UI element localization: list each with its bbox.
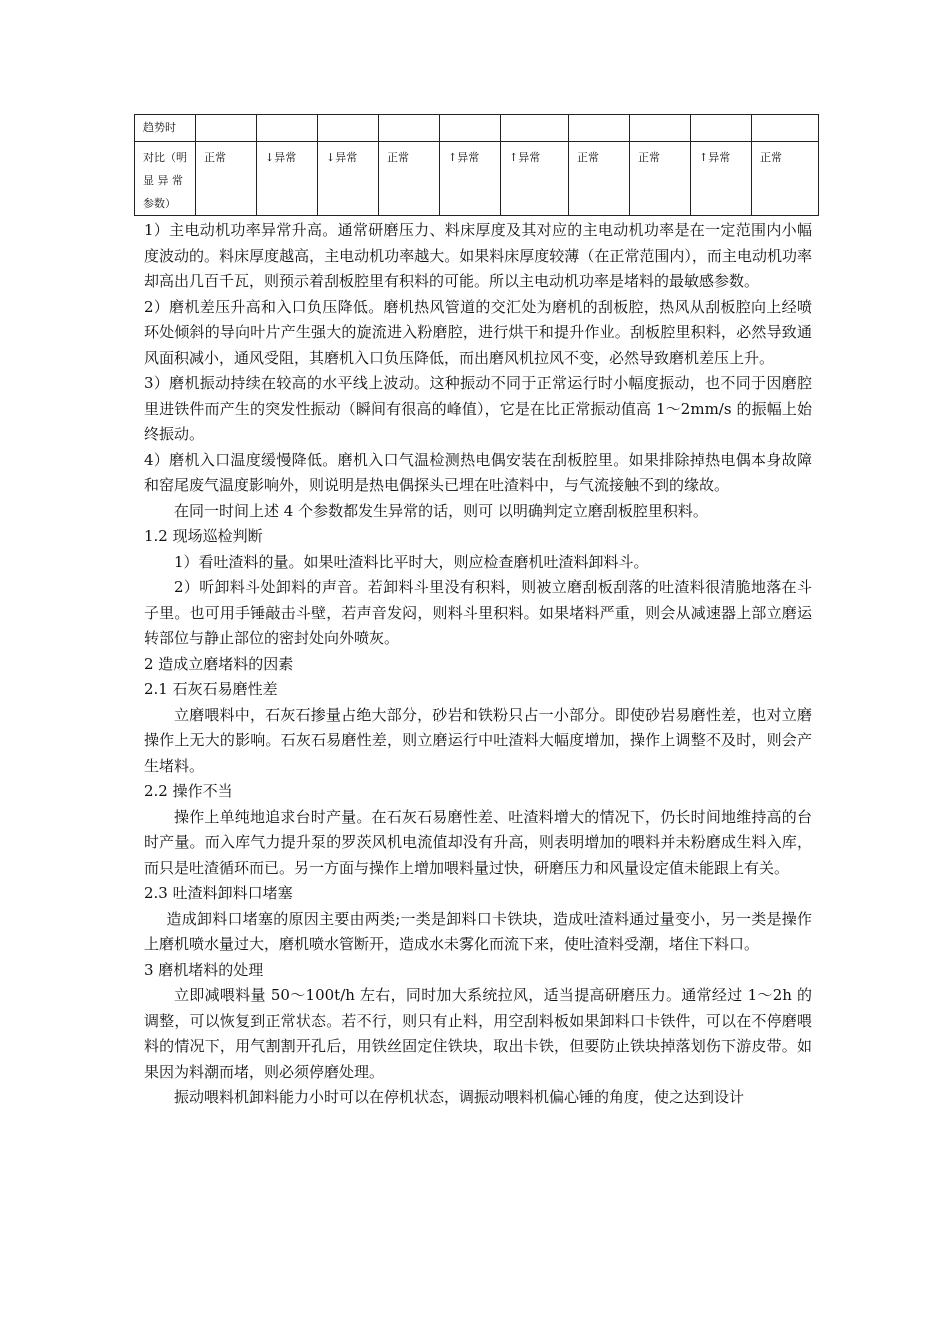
table-cell <box>196 115 257 142</box>
paragraph: 4）磨机入口温度缓慢降低。磨机入口气温检测热电偶安装在刮板腔里。如果排除掉热电偶本身故障和窑尾废气温度影响外，则说明是热电偶探头已埋在吐渣料中，与气流接触不到的缘故。 <box>144 450 812 494</box>
table-row <box>135 115 819 142</box>
table-cell <box>630 115 691 142</box>
table-cell-label: 趋势时 <box>135 115 196 142</box>
table-cell <box>691 115 752 142</box>
table-cell <box>569 115 630 142</box>
table-cell <box>440 115 501 142</box>
paragraph: 立即减喂料量 50～100t/h 左右，同时加大系统拉风，适当提高研磨压力。通常经过 1～2h 的调整，可以恢复到正常状态。若不行，则只有止料，用空刮料板如果卸料口卡铁件，可以在不停磨喂料的情况下，用气割割开孔后，用铁丝固定住铁块，取出卡铁，但要防止铁块掉落划伤下游皮带。如果因为料潮而堵，则必须停磨处理。 <box>144 986 812 1081</box>
table-cell <box>318 115 379 142</box>
table-cell: 正常 <box>196 142 257 216</box>
section-heading: 1.2 现场巡检判断 <box>144 527 263 545</box>
paragraph: 3）磨机振动持续在较高的水平线上波动。这种振动不同于正常运行时小幅度振动，也不同于因磨腔里进铁件而产生的突发性振动（瞬间有很高的峰值），它是在比正常振动值高 1～2mm/s 的振幅上始终振动。 <box>144 374 812 443</box>
table-cell: ↑异常 <box>501 142 569 216</box>
paragraph: 操作上单纯地追求台时产量。在石灰石易磨性差、吐渣料增大的情况下，仍长时间地维持高的台时产量。而入库气力提升泵的罗茨风机电流值却没有升高，则表明增加的喂料并未粉磨成生料入库，而只是吐渣循环而已。另一方面与操作上增加喂料量过快，研磨压力和风量设定值未能跟上有关。 <box>144 807 812 877</box>
table-cell: ↓异常 <box>257 142 318 216</box>
section-heading: 2.1 石灰石易磨性差 <box>144 680 278 698</box>
parameter-trend-table <box>134 114 819 216</box>
table-cell: 正常 <box>752 142 819 216</box>
paragraph: 2）磨机差压升高和入口负压降低。磨机热风管道的交汇处为磨机的刮板腔，热风从刮板腔向上经喷环处倾斜的导向叶片产生强大的旋流进入粉磨腔，进行烘干和提升作业。刮板腔里积料，必然导致通风面积减小，通风受阻，其磨机入口负压降低，而出磨风机拉风不变，必然导致磨机差压上升。 <box>144 297 812 367</box>
paragraph: 造成卸料口堵塞的原因主要由两类;一类是卸料口卡铁块，造成吐渣料通过量变小，另一类是操作上磨机喷水量过大，磨机喷水管断开，造成水未雾化而流下来，使吐渣料受潮，堵住下料口。 <box>144 909 812 953</box>
table-cell: 正常 <box>379 142 440 216</box>
table-cell: ↓异常 <box>318 142 379 216</box>
paragraph: 2）听卸料斗处卸料的声音。若卸料斗里没有积料，则被立磨刮板刮落的吐渣料很清脆地落在斗子里。也可用手锤敲击斗壁，若声音发闷，则料斗里积料。如果堵料严重，则会从减速器上部立磨运转部位与静止部位的密封处向外喷灰。 <box>144 578 812 647</box>
paragraph: 在同一时间上述 4 个参数都发生异常的话，则可 以明确判定立磨刮板腔里积料。 <box>174 501 708 520</box>
paragraph: 1）主电动机功率异常升高。通常研磨压力、料床厚度及其对应的主电动机功率是在一定范围内小幅度波动的。料床厚度越高，主电动机功率越大。如果料床厚度较薄（在正常范围内），而主电动机功率却高出几百千瓦，则预示着刮板腔里有积料的可能。所以主电动机功率是堵料的最敏感参数。 <box>144 221 812 290</box>
section-heading: 2.3 吐渣料卸料口堵塞 <box>144 884 293 902</box>
paragraph: 立磨喂料中，石灰石掺量占绝大部分，砂岩和铁粉只占一小部分。即使砂岩易磨性差，也对立磨操作上无大的影响。石灰石易磨性差，则立磨运行中吐渣料大幅度增加，操作上调整不及时，则会产生堵料。 <box>144 705 812 775</box>
table-cell: ↑异常 <box>440 142 501 216</box>
table-cell: 正常 <box>569 142 630 216</box>
section-heading: 2.2 操作不当 <box>144 782 233 800</box>
table-cell <box>257 115 318 142</box>
table-cell: ↑异常 <box>691 142 752 216</box>
paragraph: 振动喂料机卸料能力小时可以在停机状态，调振动喂料机偏心锤的角度，使之达到设计 <box>174 1088 745 1106</box>
table-cell <box>752 115 819 142</box>
table-cell <box>501 115 569 142</box>
section-heading: 3 磨机堵料的处理 <box>144 960 264 979</box>
table-cell <box>379 115 440 142</box>
table-cell: 正常 <box>630 142 691 216</box>
section-heading: 2 造成立磨堵料的因素 <box>144 654 294 673</box>
table-cell-label: 对比（明显 异 常参数） <box>135 142 196 216</box>
table-row <box>135 142 819 216</box>
paragraph: 1）看吐渣料的量。如果吐渣料比平时大，则应检查磨机吐渣料卸料斗。 <box>174 552 649 571</box>
document-body <box>144 218 812 1111</box>
